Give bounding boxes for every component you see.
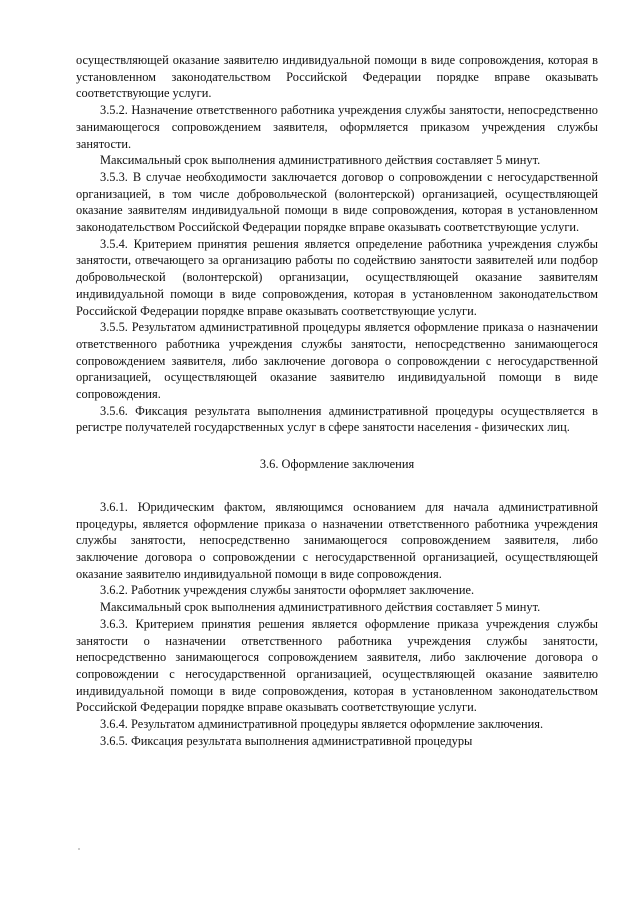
paragraph-3-6-4: 3.6.4. Результатом административной процедуры является оформление заключения.: [100, 717, 544, 732]
scan-speck: [78, 848, 80, 850]
paragraph-3-6-5: 3.6.5. Фиксация результата выполнения административной процедуры: [100, 733, 473, 748]
paragraph-3-5-2: 3.5.2. Назначение ответственного работника учреждения службы занятости, непосредственно занимающегося сопровождением заявителя, оформляется приказом учреждения службы занятости.: [76, 103, 598, 151]
document-body: [76, 52, 598, 749]
paragraph-max-time-1: Максимальный срок выполнения административного действия составляет 5 минут.: [100, 153, 541, 168]
section-heading: 3.6. Оформление заключения: [259, 457, 415, 472]
paragraph-continuation: осуществляющей оказание заявителю индивидуальной помощи в виде сопровождения, которая в установленном законодательством Российской Федерации порядке вправе оказывать соответствующие услуги.: [76, 53, 598, 101]
paragraph-3-5-3: 3.5.3. В случае необходимости заключается договор о сопровождении с негосударственной организацией, в том числе добровольческой (волонтерской) организацией, осуществляющей оказание заявителям индивидуальной помощи в виде сопровождения, которая в установленном законодательством Российской Федерации порядке вправе оказывать соответствующие услуги.: [76, 169, 598, 235]
paragraph-max-time-2: Максимальный срок выполнения административного действия составляет 5 минут.: [100, 600, 541, 615]
paragraph-3-6-3: 3.6.3. Критерием принятия решения является оформление приказа учреждения службы занятости о назначении ответственного работника учреждения службы занятости, непосредственно занимающегося сопровождением заявителя, либо заключение договора о сопровождении с негосударственной организацией, осуществляющей оказание заявителю индивидуальной помощи в виде сопровождения, которая в установленном законодательством Российской Федерации порядке вправе оказывать соответствующие услуги.: [76, 616, 598, 715]
paragraph-3-6-2: 3.6.2. Работник учреждения службы занятости оформляет заключение.: [100, 583, 475, 598]
paragraph-3-6-1: 3.6.1. Юридическим фактом, являющимся основанием для начала административной процедуры, является оформление приказа о назначении ответственного работника учреждения службы занятости, непосредственно занимающегося сопровождением заявителя, либо заключение договора о сопровождении с негосударственной организацией, осуществляющей оказание заявителю индивидуальной помощи в виде сопровождения.: [76, 499, 598, 581]
paragraph-3-5-6: 3.5.6. Фиксация результата выполнения административной процедуры осуществляется в регистре получателей государственных услуг в сфере занятости населения - физических лиц.: [76, 403, 598, 435]
paragraph-3-5-5: 3.5.5. Результатом административной процедуры является оформление приказа о назначении ответственного работника учреждения службы занятости, непосредственно занимающегося сопровождением заявителя, либо заключение договора о сопровождении с негосударственной организацией, осуществляющей оказание заявителю индивидуальной помощи в виде сопровождения.: [76, 320, 598, 402]
paragraph-3-5-4: 3.5.4. Критерием принятия решения является определение работника учреждения службы занятости, отвечающего за организацию работы по содействию занятости заявителей или подбор добровольческой (волонтерской) организации, осуществляющей оказание заявителям индивидуальной помощи в виде сопровождения, которая в установленном законодательством Российской Федерации порядке вправе оказывать соответствующие услуги.: [76, 236, 598, 318]
